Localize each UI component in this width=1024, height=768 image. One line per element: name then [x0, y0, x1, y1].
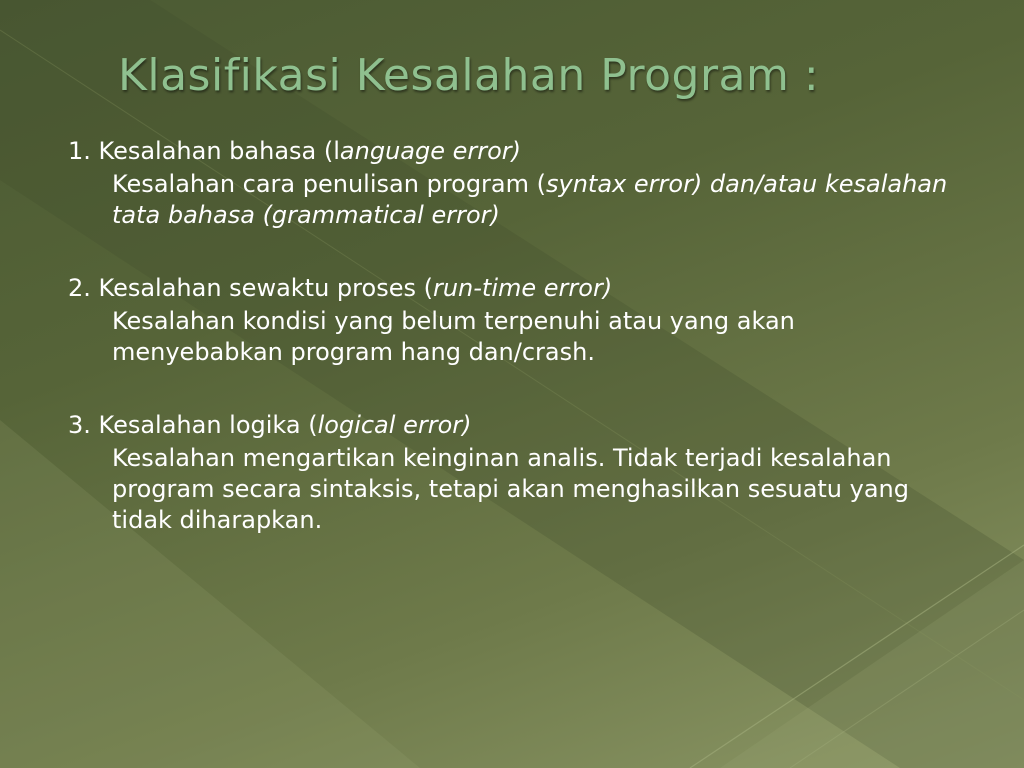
item-heading — [68, 271, 948, 306]
item-heading — [68, 134, 948, 169]
slide-content — [68, 134, 948, 576]
item-heading-text: 2. Kesalahan sewaktu proses ( — [68, 274, 433, 302]
item-description: Kesalahan mengartikan keinginan analis. Tidak terjadi kesalahan program secara sintaksis, tetapi akan menghasilkan sesuatu yang tidak diharapkan. — [112, 444, 910, 534]
list-item — [68, 271, 948, 368]
item-description-text: Kesalahan cara penulisan program ( — [112, 170, 547, 198]
item-heading-text: 3. Kesalahan logika ( — [68, 411, 318, 439]
item-heading-term: logical error) — [317, 411, 472, 439]
item-description-term: syntax error) dan/atau kesalahan tata bahasa (grammatical error) — [112, 170, 948, 229]
slide-title: Klasifikasi Kesalahan Program : — [118, 50, 820, 101]
list-item — [68, 134, 948, 231]
item-heading-term: anguage error) — [339, 137, 522, 165]
item-heading-text: 1. Kesalahan bahasa (l — [68, 137, 340, 165]
item-description — [112, 169, 948, 231]
item-description: Kesalahan kondisi yang belum terpenuhi atau yang akan menyebabkan program hang dan/crash. — [112, 307, 795, 366]
list-item — [68, 408, 948, 536]
item-heading-term: run-time error) — [432, 274, 613, 302]
item-heading — [68, 408, 948, 443]
